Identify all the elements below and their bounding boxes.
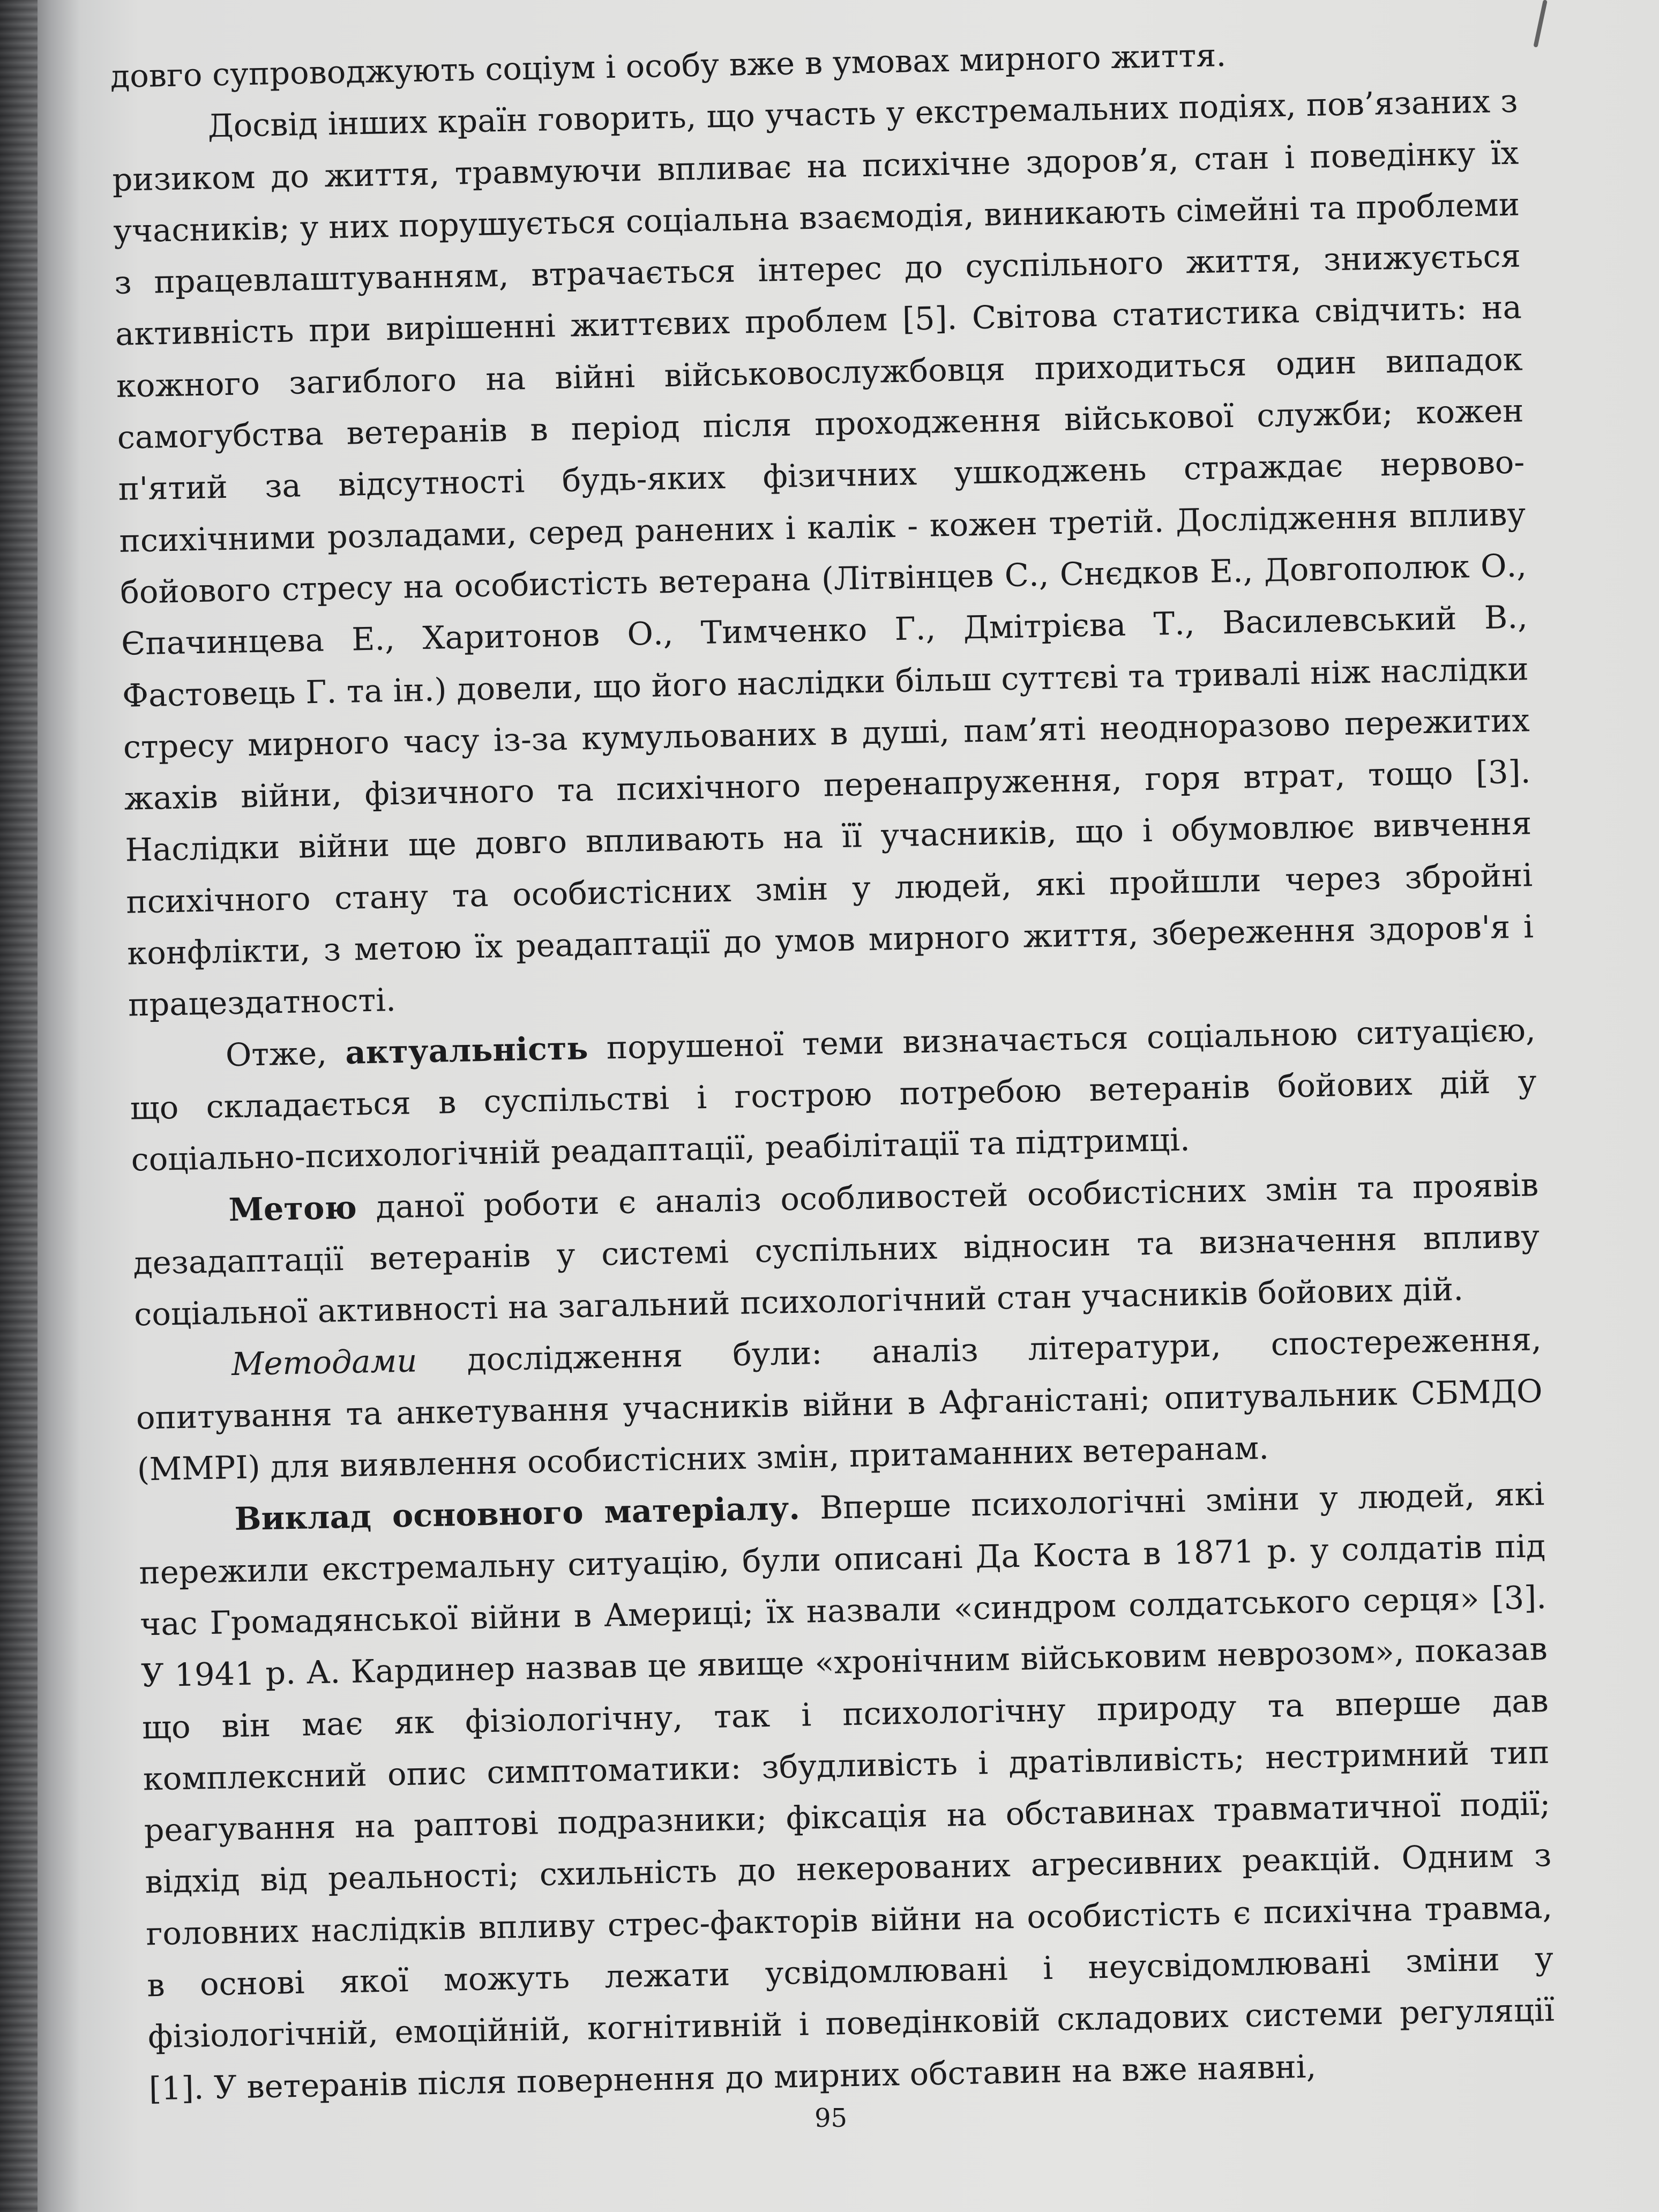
- relevance-lead: Отже,: [225, 1034, 346, 1073]
- methods-term: Методами: [231, 1342, 417, 1383]
- page-text: [110, 24, 1556, 2115]
- paragraph-methods: [134, 1314, 1544, 1496]
- relevance-term: актуальність: [345, 1029, 589, 1071]
- paragraph-statistics: Досвід інших країн говорить, що участь у екстремальних подіях, пов’язаних з ризиком до життя, травмуючи впливає на психічне здоров’я, стан і поведінку їх учасників; у них порушується соціальна взаємодія, виникають сімейні та проблеми з працевлаштуванням, втрачається інтерес до суспільного життя, знижується активність при вирішенні життєвих проблем [5]. Світова статистика свідчить: на кожного загиблого на війні військовослужбовця приходиться один випадок самогубства ветеранів в період після проходження військової служби; кожен п'ятий за відсутності будь-яких фізичних ушкоджень страждає нервово-психічними розладами, серед ранених і калік - кожен третій. Дослідження впливу бойового стресу на особистість ветерана (Літвінцев С., Снєдков Е., Довгополюк О., Єпачинцева Е., Харитонов О., Тимченко Г., Дмітрієва Т., Василевський В., Фастовець Г. та ін.) довели, що його наслідки більш суттєві та тривалі ніж наслідки стресу мирного часу із-за кумульованих в душі, пам’яті неодноразово пережитих жахів війни, фізичного та психічного перенапруження, горя втрат, тощо [3]. Наслідки війни ще довго впливають на її учасників, що і обумовлює вивчення психічного стану та особистісних змін у людей, які пройшли через збройні конфлікти, з метою їх реадаптації до умов мирного життя, збереження здоров'я і працездатності.: [111, 82, 1534, 1024]
- scan-shadow: [0, 0, 38, 2212]
- methods-text: дослідження були: аналіз літератури, спостереження, опитування та анкетування учасників війни в Афганістані; опитувальник СБМДО (MMPI) для виявлення особистісних змін, притаманних ветеранам.: [136, 1320, 1543, 1488]
- paragraph-relevance: [129, 1004, 1538, 1186]
- main-text: Вперше психологічні зміни у людей, які пережили екстремальну ситуацію, були описані Да Коста в 1871 р. у солдатів під час Громадянської війни в Америці; їх назвали «синдром солдатського серця» [3]. У 1941 р. А. Кардинер назвав це явище «хронічним військовим неврозом», показав що він має як фізіологічну, так і психологічну природу та вперше дав комплексний опис симптоматики: збудливість і дратівливість; нестримний тип реагування на раптові подразники; фіксація на обставинах травматичної події; відхід від реальності; схильність до некерованих агресивних реакцій. Одним з головних наслідків впливу стрес-факторів війни на особистість є психічна травма, в основі якої можуть лежати усвідомлювані і неусвідомлювані зміни у фізіологічній, емоційній, когнітивній і поведінковій складових системи регуляції [1]. У ветеранів після повернення до мирних обставин на вже наявні,: [138, 1475, 1555, 2107]
- main-term: Виклад основного матеріалу.: [234, 1490, 801, 1538]
- relevance-text: порушеної теми визначається соціальною ситуацією, що складається в суспільстві і гострою потребою ветеранів бойових дій у соціально-психологічній реадаптації, реабілітації та підтримці.: [130, 1011, 1537, 1178]
- pen-mark: [1533, 0, 1548, 48]
- aim-term: Метою: [228, 1189, 357, 1228]
- paragraph-continuation: довго супроводжують соціум і особу вже в умовах мирного життя.: [110, 36, 1227, 95]
- paragraph-aim: [132, 1159, 1541, 1341]
- page-number: 95: [814, 2103, 848, 2133]
- paragraph-main: [138, 1468, 1556, 2114]
- aim-text: даної роботи є аналіз особливостей особистісних змін та проявів дезадаптації ветеранів у системі суспільних відносин та визначення впливу соціальної активності на загальний психологічний стан учасників бойових дій.: [132, 1165, 1540, 1333]
